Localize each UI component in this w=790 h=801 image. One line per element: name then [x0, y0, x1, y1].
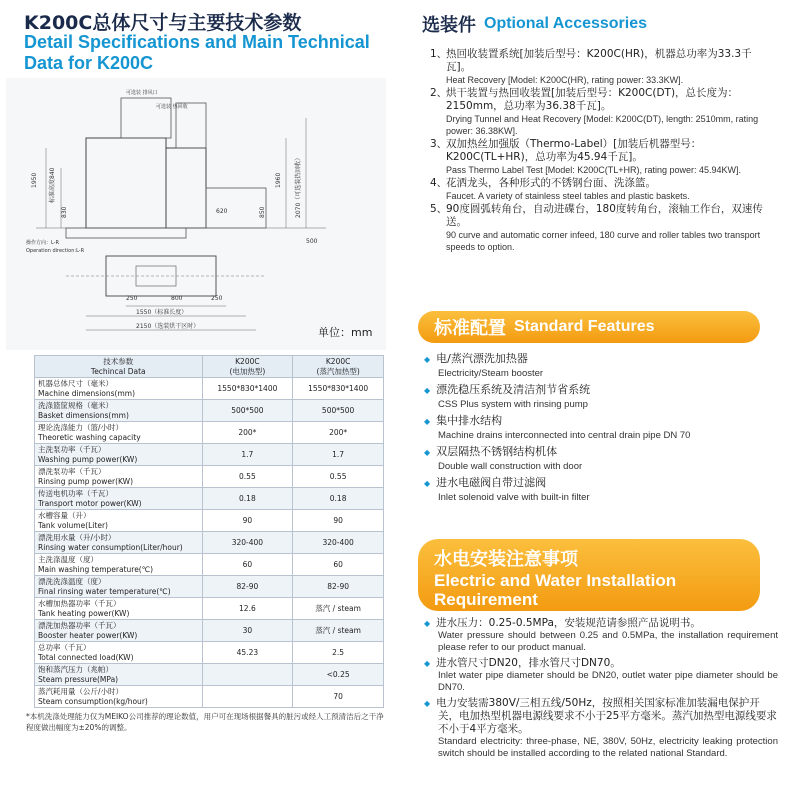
installation-text-en: Water pressure should between 0.25 and 0.5MPa, the installation requirement please refer to our product manual.	[438, 630, 778, 653]
accessory-number: 1、	[430, 48, 448, 60]
feature-text-en: Machine drains interconnected into central drain pipe DN 70	[438, 430, 691, 441]
spec-steam-cell: 蒸汽 / steam	[293, 598, 384, 620]
installation-item	[438, 697, 778, 760]
features-title-en: Standard Features	[514, 318, 655, 335]
spec-param-cell: 主洗泵功率（千瓦） Washing pump power(KW)	[35, 444, 203, 466]
dim-2070: 2070（可选装热回收）	[295, 154, 302, 218]
dim-850: 850	[259, 206, 266, 218]
feature-text-cn: ◆ 集中排水结构	[438, 414, 778, 429]
feature-item	[438, 445, 778, 473]
spec-steam-cell: 90	[293, 510, 384, 532]
installation-list	[438, 617, 778, 763]
accessories-list	[430, 48, 775, 254]
installation-text-en: Inlet water pipe diameter should be DN20, outlet water pipe diameter should be DN70.	[438, 670, 778, 693]
feature-text-cn: ◆ 漂洗稳压系统及清洁剂节省系统	[438, 383, 778, 398]
features-header	[418, 311, 760, 343]
accessory-text-cn: 90度圆弧转角台，自动进碟台，180度转角台，滚轴工作台，双速传送。	[446, 203, 763, 228]
accessory-text-en: 90 curve and automatic corner infeed, 180 curve and roller tables two transport speeds to option.	[446, 230, 761, 252]
feature-text-en: CSS Plus system with rinsing pump	[438, 399, 588, 410]
dim-1550: 1550（标准长度）	[136, 309, 188, 316]
accessory-item	[430, 87, 775, 137]
feature-text-en: Electricity/Steam booster	[438, 368, 544, 379]
spec-param-cell: 饱和蒸汽压力（兆帕） Steam pressure(MPa)	[35, 664, 203, 686]
spec-param-cell: 洗涤篮筐规格（毫米） Basket dimensions(mm)	[35, 400, 203, 422]
accessory-number: 2、	[430, 87, 448, 99]
spec-param-cell: 机器总体尺寸（毫米） Machine dimensions(mm)	[35, 378, 203, 400]
unit-label: 单位：mm	[318, 326, 373, 339]
spec-electric-cell	[202, 686, 293, 708]
feature-item	[438, 352, 778, 380]
spec-param-cell: 水槽容量（升） Tank volume(Liter)	[35, 510, 203, 532]
spec-param-cell: 漂洗加热器功率（千瓦） Booster heater power(KW)	[35, 620, 203, 642]
spec-steam-cell: 1.7	[293, 444, 384, 466]
accessory-item	[430, 48, 775, 86]
feature-text-cn: ◆ 进水电磁阀自带过滤阀	[438, 476, 778, 491]
spec-steam-cell: 70	[293, 686, 384, 708]
spec-steam-cell: <0.25	[293, 664, 384, 686]
spec-electric-cell: 200*	[202, 422, 293, 444]
page-title-en: Detail Specifications and Main Technical Data for K200C	[24, 32, 370, 73]
accessories-header	[418, 8, 760, 40]
spec-steam-cell: 蒸汽 / steam	[293, 620, 384, 642]
spec-steam-cell: 82-90	[293, 576, 384, 598]
dim-250: 250	[126, 295, 138, 302]
spec-param-cell: 理论洗涤能力（篮/小时） Theoretic washing capacity	[35, 422, 203, 444]
dimension-drawing	[6, 78, 386, 350]
spec-table-row	[35, 598, 384, 620]
spec-table-row	[35, 378, 384, 400]
accessory-number: 4、	[430, 177, 448, 189]
spec-table-row	[35, 664, 384, 686]
spec-electric-cell: 90	[202, 510, 293, 532]
accessory-text-en: Heat Recovery [Model: K200C(HR), rating power: 33.3KW].	[446, 75, 684, 85]
dim-250b: 250	[211, 295, 223, 302]
accessory-item	[430, 177, 775, 202]
installation-title-cn: 水电安装注意事项	[434, 549, 578, 570]
spec-param-cell: 漂洗用水量（升/小时） Rinsing water consumption(Liter/hour)	[35, 532, 203, 554]
installation-text-cn: ◆ 进水管尺寸DN20，排水管尺寸DN70。	[438, 657, 778, 670]
machine-outline-drawing	[6, 78, 386, 350]
drawing-label-dir: 操作方向：L-R	[26, 240, 59, 246]
accessory-number: 5、	[430, 203, 448, 215]
installation-text-cn: ◆ 进水压力：0.25-0.5MPa，安装规范请参照产品说明书。	[438, 617, 778, 630]
spec-electric-cell: 1550*830*1400	[202, 378, 293, 400]
spec-electric-cell: 60	[202, 554, 293, 576]
spec-steam-cell: 2.5	[293, 642, 384, 664]
spec-electric-cell: 1.7	[202, 444, 293, 466]
drawing-label-top-note2: 可选装 热回收	[156, 104, 188, 110]
spec-electric-cell: 82-90	[202, 576, 293, 598]
accessory-text-en: Drying Tunnel and Heat Recovery [Model: K200C(DT), length: 2510mm, rating power: 36.38KW].	[446, 114, 759, 136]
feature-item	[438, 383, 778, 411]
spec-steam-cell: 200*	[293, 422, 384, 444]
spec-table	[34, 355, 384, 708]
spec-param-cell: 水槽加热器功率（千瓦） Tank heating power(KW)	[35, 598, 203, 620]
spec-steam-cell: 60	[293, 554, 384, 576]
feature-text-en: Double wall construction with door	[438, 461, 583, 472]
spec-table-row	[35, 686, 384, 708]
accessories-title-cn: 选装件	[422, 15, 476, 36]
spec-table-row	[35, 532, 384, 554]
feature-text-cn: ◆ 电/蒸汽漂洗加热器	[438, 352, 778, 367]
accessory-text-cn: 烘干装置与热回收装置[加装后型号：K200C(DT)，总长度为：2150mm，总功率为36.38千瓦]。	[446, 87, 739, 112]
drawing-label-top-note: 可选装 排风口	[126, 90, 158, 96]
spec-header-steam: K200C (蒸汽加热型)	[293, 356, 384, 378]
spec-param-cell: 蒸汽耗用量（公斤/小时） Steam consumption(kg/hour)	[35, 686, 203, 708]
accessory-text-cn: 热回收装置系统[加装后型号：K200C(HR)，机器总功率为33.3千瓦]。	[446, 48, 752, 73]
dim-830: 830	[61, 206, 68, 218]
spec-steam-cell: 1550*830*1400	[293, 378, 384, 400]
spec-electric-cell: 0.18	[202, 488, 293, 510]
installation-text-cn: ◆ 电力安装需380V/三相五线/50Hz，按照相关国家标准加装漏电保护开关，电加热型机器电源线要求不小于25平方毫米。蒸汽加热型电源线要求不小于4平方毫米。	[438, 697, 778, 736]
spec-steam-cell: 0.55	[293, 466, 384, 488]
capacity-footnote: *本机洗涤处理能力仅为MEIKO公司推荐的理论数值，用户可在现场根据餐具的脏污或经人工预清洁后之干净程度做出幅度为±20%的调整。	[26, 712, 384, 732]
spec-table-row	[35, 510, 384, 532]
feature-item	[438, 476, 778, 504]
feature-text-en: Inlet solenoid valve with built-in filter	[438, 492, 590, 503]
spec-header-param: 技术参数 Techincal Data	[35, 356, 203, 378]
spec-param-cell: 传送电机功率（千瓦） Transport motor power(KW)	[35, 488, 203, 510]
installation-text-en: Standard electricity: three-phase, NE, 380V, 50Hz, electricity leaking protection switch should be installed according to the related national Standard.	[438, 736, 778, 759]
accessory-item	[430, 138, 775, 176]
spec-steam-cell: 320-400	[293, 532, 384, 554]
accessory-text-en: Faucet. A variety of stainless steel tables and plastic baskets.	[446, 191, 690, 201]
page-title-cn: K200C总体尺寸与主要技术参数	[24, 12, 302, 34]
spec-electric-cell: 500*500	[202, 400, 293, 422]
spec-table-row	[35, 466, 384, 488]
spec-electric-cell: 0.55	[202, 466, 293, 488]
spec-electric-cell: 30	[202, 620, 293, 642]
spec-table-row	[35, 554, 384, 576]
dim-800: 800	[171, 295, 183, 302]
dim-1960: 1960	[275, 172, 282, 188]
spec-param-cell: 总功率（千瓦） Total connected load(KW)	[35, 642, 203, 664]
spec-steam-cell: 0.18	[293, 488, 384, 510]
spec-table-row	[35, 444, 384, 466]
dim-standard-height: 标准高度840	[49, 167, 56, 203]
installation-title-en: Electric and Water Installation Requirement	[434, 571, 677, 609]
spec-param-cell: 漂洗泵功率（千瓦） Rinsing pump power(KW)	[35, 466, 203, 488]
spec-param-cell: 漂洗洗涤温度（度） Final rinsing water temperature(℃)	[35, 576, 203, 598]
spec-table-header-row	[35, 356, 384, 378]
spec-electric-cell	[202, 664, 293, 686]
drawing-label-dir-en: Operation direction:L-R	[26, 248, 85, 254]
spec-table-row	[35, 400, 384, 422]
dim-500: 500	[306, 238, 318, 245]
spec-electric-cell: 45.23	[202, 642, 293, 664]
spec-electric-cell: 320-400	[202, 532, 293, 554]
features-title-cn: 标准配置	[434, 318, 506, 339]
dim-620: 620	[216, 208, 228, 215]
feature-item	[438, 414, 778, 442]
spec-table-row	[35, 642, 384, 664]
spec-table-row	[35, 576, 384, 598]
accessory-number: 3、	[430, 138, 448, 150]
spec-param-cell: 主洗涤温度（度） Main washing temperature(℃)	[35, 554, 203, 576]
features-list	[438, 352, 778, 507]
accessories-title-en: Optional Accessories	[484, 15, 648, 32]
dim-1950: 1950	[31, 172, 38, 188]
spec-table-row	[35, 422, 384, 444]
dim-2150: 2150（选装烘干区时）	[136, 323, 200, 330]
feature-text-cn: ◆ 双层隔热不锈钢结构机体	[438, 445, 778, 460]
right-column	[410, 0, 790, 801]
spec-table-row	[35, 488, 384, 510]
accessory-text-cn: 花洒龙头，各种形式的不锈钢台面、洗涤篮。	[446, 177, 656, 189]
accessory-text-cn: 双加热丝加强版（Thermo-Label）[加装后机器型号：K200C(TL+HR)，总功率为45.94千瓦]。	[446, 138, 702, 163]
spec-header-electric: K200C (电加热型)	[202, 356, 293, 378]
installation-item	[438, 657, 778, 694]
accessory-item	[430, 203, 775, 253]
spec-electric-cell: 12.6	[202, 598, 293, 620]
installation-item	[438, 617, 778, 654]
installation-header	[418, 539, 760, 611]
accessory-text-en: Pass Thermo Label Test [Model: K200C(TL+HR), rating power: 45.94KW].	[446, 165, 742, 175]
spec-steam-cell: 500*500	[293, 400, 384, 422]
spec-table-row	[35, 620, 384, 642]
